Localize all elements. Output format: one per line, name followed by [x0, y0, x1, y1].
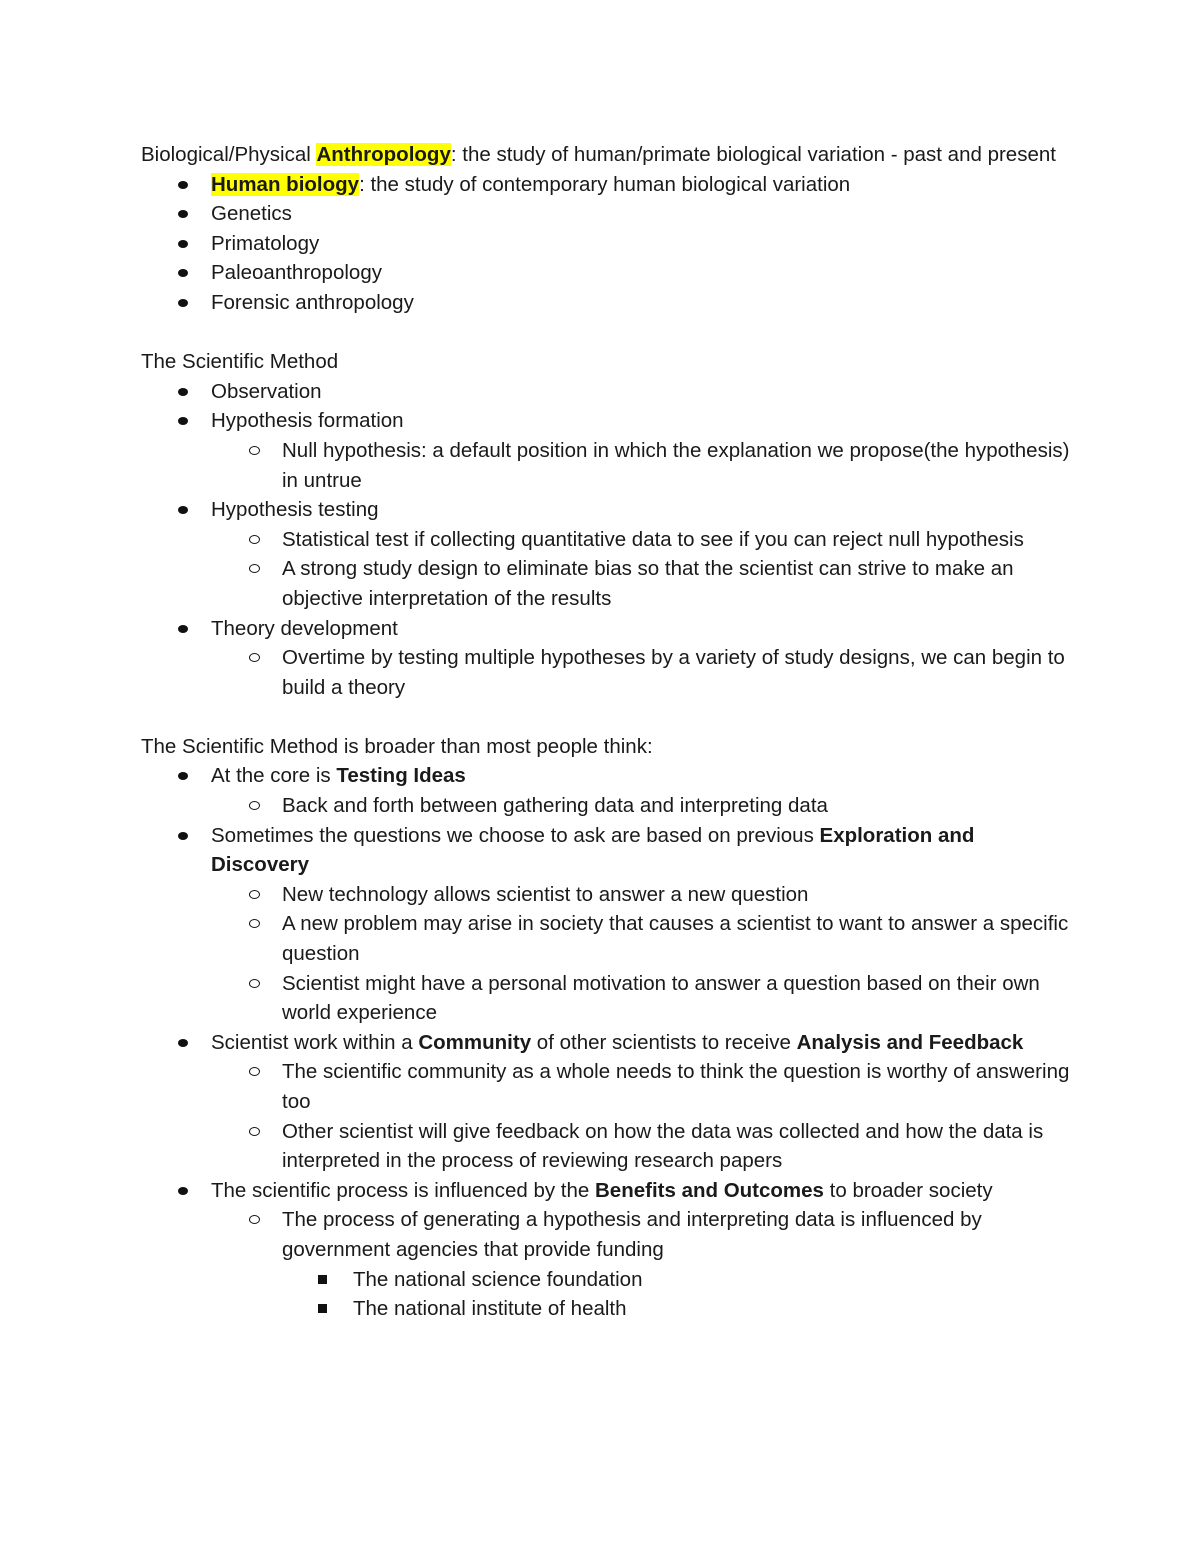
document-body — [141, 140, 1071, 1324]
list-item-text: Observation — [211, 379, 322, 403]
bullet-disc-icon — [178, 506, 188, 514]
bullet-circle-icon — [249, 890, 260, 899]
bullet-circle-icon — [249, 801, 260, 810]
sub-sublist-item — [141, 1294, 1071, 1324]
highlighted-term: Anthropology — [316, 143, 451, 166]
bullet-circle-icon — [249, 979, 260, 988]
scientific-method-list-cont — [141, 614, 1071, 644]
list-item — [141, 258, 1071, 288]
blank-line — [141, 318, 1071, 348]
list-item — [141, 1028, 1071, 1058]
list-item — [141, 614, 1071, 644]
list-item — [141, 761, 1071, 791]
bullet-circle-icon — [249, 446, 260, 455]
list-item-text: Scientist work within a — [211, 1030, 419, 1054]
sublist — [141, 643, 1071, 702]
list-item-text: Primatology — [211, 231, 320, 255]
bullet-disc-icon — [178, 210, 188, 218]
list-item-text: Statistical test if collecting quantitative data to see if you can reject null hypothesis — [282, 527, 1024, 551]
highlighted-term: Human biology — [211, 172, 360, 196]
list-item — [141, 199, 1071, 229]
intro-paragraph — [141, 140, 1071, 170]
bullet-circle-icon — [249, 535, 260, 544]
sublist — [141, 880, 1071, 1028]
sublist-item — [141, 525, 1071, 555]
sublist-item — [141, 643, 1071, 702]
broader-method-list-cont — [141, 1028, 1071, 1058]
scientific-method-list — [141, 377, 1071, 436]
list-item-text: Other scientist will give feedback on how the data was collected and how the data is interpreted in the process of reviewing research papers — [282, 1119, 1044, 1173]
sublist-item — [141, 1117, 1071, 1176]
bullet-circle-icon — [249, 919, 260, 928]
sublist-item — [141, 1057, 1071, 1116]
list-item-text: Scientist might have a personal motivation to answer a question based on their own world experience — [282, 971, 1040, 1025]
list-item-text: Genetics — [211, 202, 292, 226]
list-item-text: The scientific process is influenced by the — [211, 1178, 595, 1202]
list-item — [141, 229, 1071, 259]
list-item-text: : the study of contemporary human biological variation — [359, 172, 851, 196]
bullet-disc-icon — [178, 832, 188, 840]
broader-method-list-cont — [141, 821, 1071, 880]
sublist-item — [141, 791, 1071, 821]
sublist — [141, 436, 1071, 495]
list-item-text: The scientific community as a whole needs to think the question is worthy of answering too — [282, 1060, 1070, 1113]
bold-term: Benefits and Outcomes — [595, 1178, 824, 1202]
list-item-text: to broader society — [823, 1178, 993, 1202]
list-item-text: The national science foundation — [353, 1267, 643, 1291]
bullet-circle-icon — [249, 1215, 260, 1224]
bold-term: Exploration and Discovery — [211, 823, 975, 877]
list-item-text: Paleoanthropology — [211, 261, 382, 285]
bullet-disc-icon — [178, 625, 188, 633]
list-item — [141, 170, 1071, 200]
bullet-disc-icon — [178, 240, 188, 248]
list-item-text: Hypothesis testing — [211, 498, 379, 522]
bullet-disc-icon — [178, 388, 188, 396]
anthropology-subfields-list — [141, 170, 1071, 318]
list-item-text: A strong study design to eliminate bias so that the scientist can strive to make an objective interpretation of the results — [282, 557, 1014, 610]
section-heading: The Scientific Method is broader than most people think: — [141, 734, 653, 758]
list-item-text: Null hypothesis: a default position in which the explanation we propose(the hypothesis) in untrue — [282, 438, 1070, 492]
list-item — [141, 377, 1071, 407]
broader-method-list — [141, 761, 1071, 791]
sub-sublist — [141, 1265, 1071, 1324]
intro-definition: : the study of human/primate biological variation - past and present — [450, 143, 1056, 166]
sublist-item — [141, 880, 1071, 910]
list-item — [141, 495, 1071, 525]
bold-term: Testing Ideas — [336, 764, 466, 788]
bullet-disc-icon — [178, 181, 188, 189]
bullet-disc-icon — [178, 269, 188, 277]
list-item-text: Back and forth between gathering data and interpreting data — [282, 794, 828, 818]
sublist — [141, 1057, 1071, 1175]
list-item-text: Overtime by testing multiple hypotheses by a variety of study designs, we can begin to build a theory — [282, 646, 1065, 699]
scientific-method-list-cont — [141, 495, 1071, 525]
list-item — [141, 406, 1071, 436]
sublist-item — [141, 436, 1071, 495]
sublist — [141, 1205, 1071, 1264]
list-item-text: New technology allows scientist to answer a new question — [282, 882, 809, 906]
sublist-item — [141, 554, 1071, 613]
bullet-square-icon — [318, 1275, 327, 1284]
bullet-square-icon — [318, 1304, 327, 1313]
sublist-item — [141, 1205, 1071, 1264]
list-item — [141, 821, 1071, 880]
section-heading: The Scientific Method — [141, 350, 339, 374]
list-item-text: Sometimes the questions we choose to ask are based on previous — [211, 823, 820, 847]
blank-line — [141, 702, 1071, 732]
bullet-disc-icon — [178, 772, 188, 780]
bullet-disc-icon — [178, 299, 188, 307]
sublist — [141, 791, 1071, 821]
bullet-disc-icon — [178, 1187, 188, 1195]
bullet-circle-icon — [249, 564, 260, 573]
list-item-text: Hypothesis formation — [211, 409, 404, 433]
sublist — [141, 525, 1071, 614]
list-item-text: At the core is — [211, 764, 337, 788]
bold-term: Community — [418, 1030, 532, 1054]
bullet-disc-icon — [178, 1039, 188, 1047]
list-item-text: of other scientists to receive — [531, 1030, 797, 1054]
list-item — [141, 288, 1071, 318]
list-item-text: The process of generating a hypothesis and interpreting data is influenced by government agencies that provide funding — [282, 1208, 982, 1261]
bold-term: Analysis and Feedback — [796, 1030, 1024, 1054]
list-item-text: Theory development — [211, 616, 398, 640]
sub-sublist-item — [141, 1265, 1071, 1295]
list-item-text: A new problem may arise in society that causes a scientist to want to answer a specific question — [282, 912, 1069, 966]
sublist-item — [141, 909, 1071, 968]
sublist-item — [141, 969, 1071, 1028]
bullet-circle-icon — [249, 1127, 260, 1136]
bullet-circle-icon — [249, 653, 260, 662]
bullet-circle-icon — [249, 1067, 260, 1076]
list-item-text: The national institute of health — [353, 1297, 627, 1321]
intro-term: Biological/Physical — [141, 143, 317, 166]
list-item — [141, 1176, 1071, 1206]
broader-method-list-cont — [141, 1176, 1071, 1206]
bullet-disc-icon — [178, 417, 188, 425]
list-item-text: Forensic anthropology — [211, 290, 414, 314]
